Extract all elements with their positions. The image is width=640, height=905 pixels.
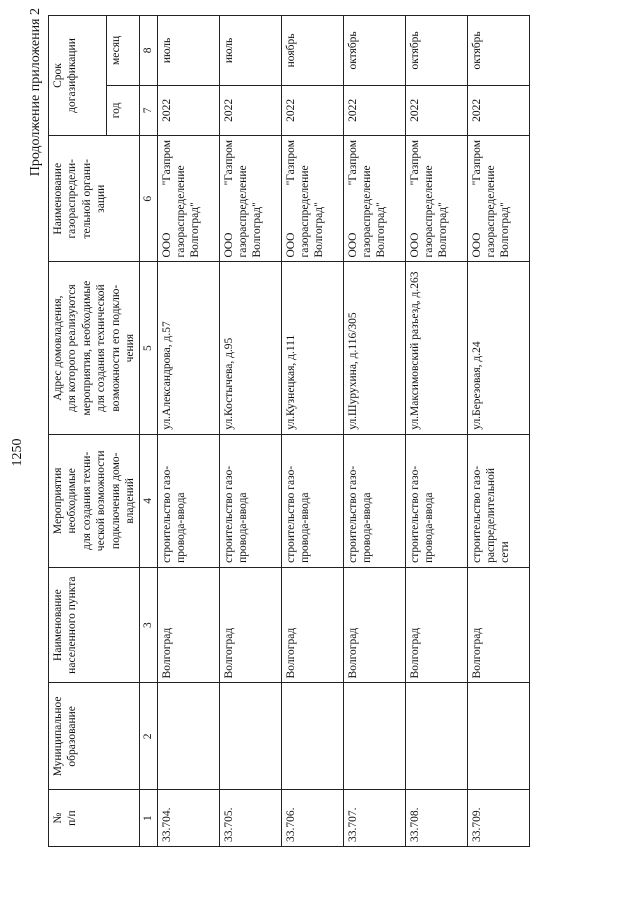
header-municipality: Муниципальное образование	[49, 683, 140, 790]
cell-measures: строительство газо- провода-ввода	[219, 434, 281, 567]
header-org: Наименование газораспредели- тельной органи- зации	[49, 136, 140, 263]
cell-measures: строительство газо- распределительной сети	[467, 434, 529, 567]
cell-org: ООО "Газпром газораспределение Волгоград"	[219, 136, 281, 263]
cell-settlement: Волгоград	[343, 567, 405, 683]
table-row	[343, 16, 405, 847]
header-settlement: Наименование населенного пункта	[49, 567, 140, 683]
cell-month: октябрь	[467, 16, 529, 86]
cell-municipality	[405, 683, 467, 790]
cell-year: 2022	[343, 85, 405, 135]
cell-org: ООО "Газпром газораспределение Волгоград"	[405, 136, 467, 263]
header-month: месяц	[106, 16, 139, 86]
page-number: 1250	[10, 438, 25, 467]
cell-year: 2022	[157, 85, 219, 135]
column-number-row	[140, 16, 157, 847]
column-number: 5	[140, 262, 157, 434]
table-row	[405, 16, 467, 847]
column-number: 8	[140, 16, 157, 86]
continuation-note: Продолжение приложения 2	[28, 8, 43, 177]
cell-month: октябрь	[343, 16, 405, 86]
header-row	[49, 16, 107, 847]
cell-month: ноябрь	[281, 16, 343, 86]
cell-year: 2022	[467, 85, 529, 135]
column-number: 2	[140, 683, 157, 790]
header-measures: Мероприятия необходимые для создания техни- ческой возможности подключения домо- владений	[49, 434, 140, 567]
cell-org: ООО "Газпром газораспределение Волгоград"	[281, 136, 343, 263]
header-deadline: Срок догазификации	[49, 16, 107, 136]
column-number: 1	[140, 790, 157, 847]
cell-address: ул.Максимовский разъезд, д.263	[405, 262, 467, 434]
cell-num: 33.708.	[405, 790, 467, 847]
cell-municipality	[157, 683, 219, 790]
cell-year: 2022	[405, 85, 467, 135]
cell-month: октябрь	[405, 16, 467, 86]
cell-municipality	[467, 683, 529, 790]
cell-month: июль	[157, 16, 219, 86]
cell-org: ООО "Газпром газораспределение Волгоград"	[467, 136, 529, 263]
table-row	[467, 16, 529, 847]
cell-address: ул.Костычева, д.95	[219, 262, 281, 434]
cell-month: июль	[219, 16, 281, 86]
cell-num: 33.707.	[343, 790, 405, 847]
cell-address: ул.Шурухина, д.116/305	[343, 262, 405, 434]
cell-settlement: Волгоград	[405, 567, 467, 683]
cell-settlement: Волгоград	[467, 567, 529, 683]
cell-org: ООО "Газпром газораспределение Волгоград"	[343, 136, 405, 263]
column-number: 4	[140, 434, 157, 567]
column-number: 7	[140, 85, 157, 135]
cell-measures: строительство газо- провода-ввода	[405, 434, 467, 567]
table-body	[157, 16, 529, 847]
cell-num: 33.705.	[219, 790, 281, 847]
gasification-table	[48, 15, 530, 847]
cell-address: ул.Александрова, д.57	[157, 262, 219, 434]
cell-measures: строительство газо- провода-ввода	[343, 434, 405, 567]
cell-year: 2022	[219, 85, 281, 135]
cell-num: 33.706.	[281, 790, 343, 847]
header-num: № п/п	[49, 790, 140, 847]
column-number: 6	[140, 136, 157, 263]
cell-settlement: Волгоград	[281, 567, 343, 683]
cell-measures: строительство газо- провода-ввода	[281, 434, 343, 567]
cell-num: 33.709.	[467, 790, 529, 847]
cell-municipality	[219, 683, 281, 790]
cell-municipality	[343, 683, 405, 790]
cell-year: 2022	[281, 85, 343, 135]
cell-address: ул.Березовая, д.24	[467, 262, 529, 434]
table-row	[219, 16, 281, 847]
column-number: 3	[140, 567, 157, 683]
cell-org: ООО "Газпром газораспределение Волгоград"	[157, 136, 219, 263]
cell-municipality	[281, 683, 343, 790]
cell-settlement: Волгоград	[157, 567, 219, 683]
cell-address: ул.Кузнецкая, д.111	[281, 262, 343, 434]
cell-num: 33.704.	[157, 790, 219, 847]
header-address: Адрес домовладения, для которого реализуются мероприятия, необходимые для создания технической возможности его подклю- чения	[49, 262, 140, 434]
table-row	[157, 16, 219, 847]
table-row	[281, 16, 343, 847]
cell-settlement: Волгоград	[219, 567, 281, 683]
header-year: год	[106, 85, 139, 135]
cell-measures: строительство газо- провода-ввода	[157, 434, 219, 567]
